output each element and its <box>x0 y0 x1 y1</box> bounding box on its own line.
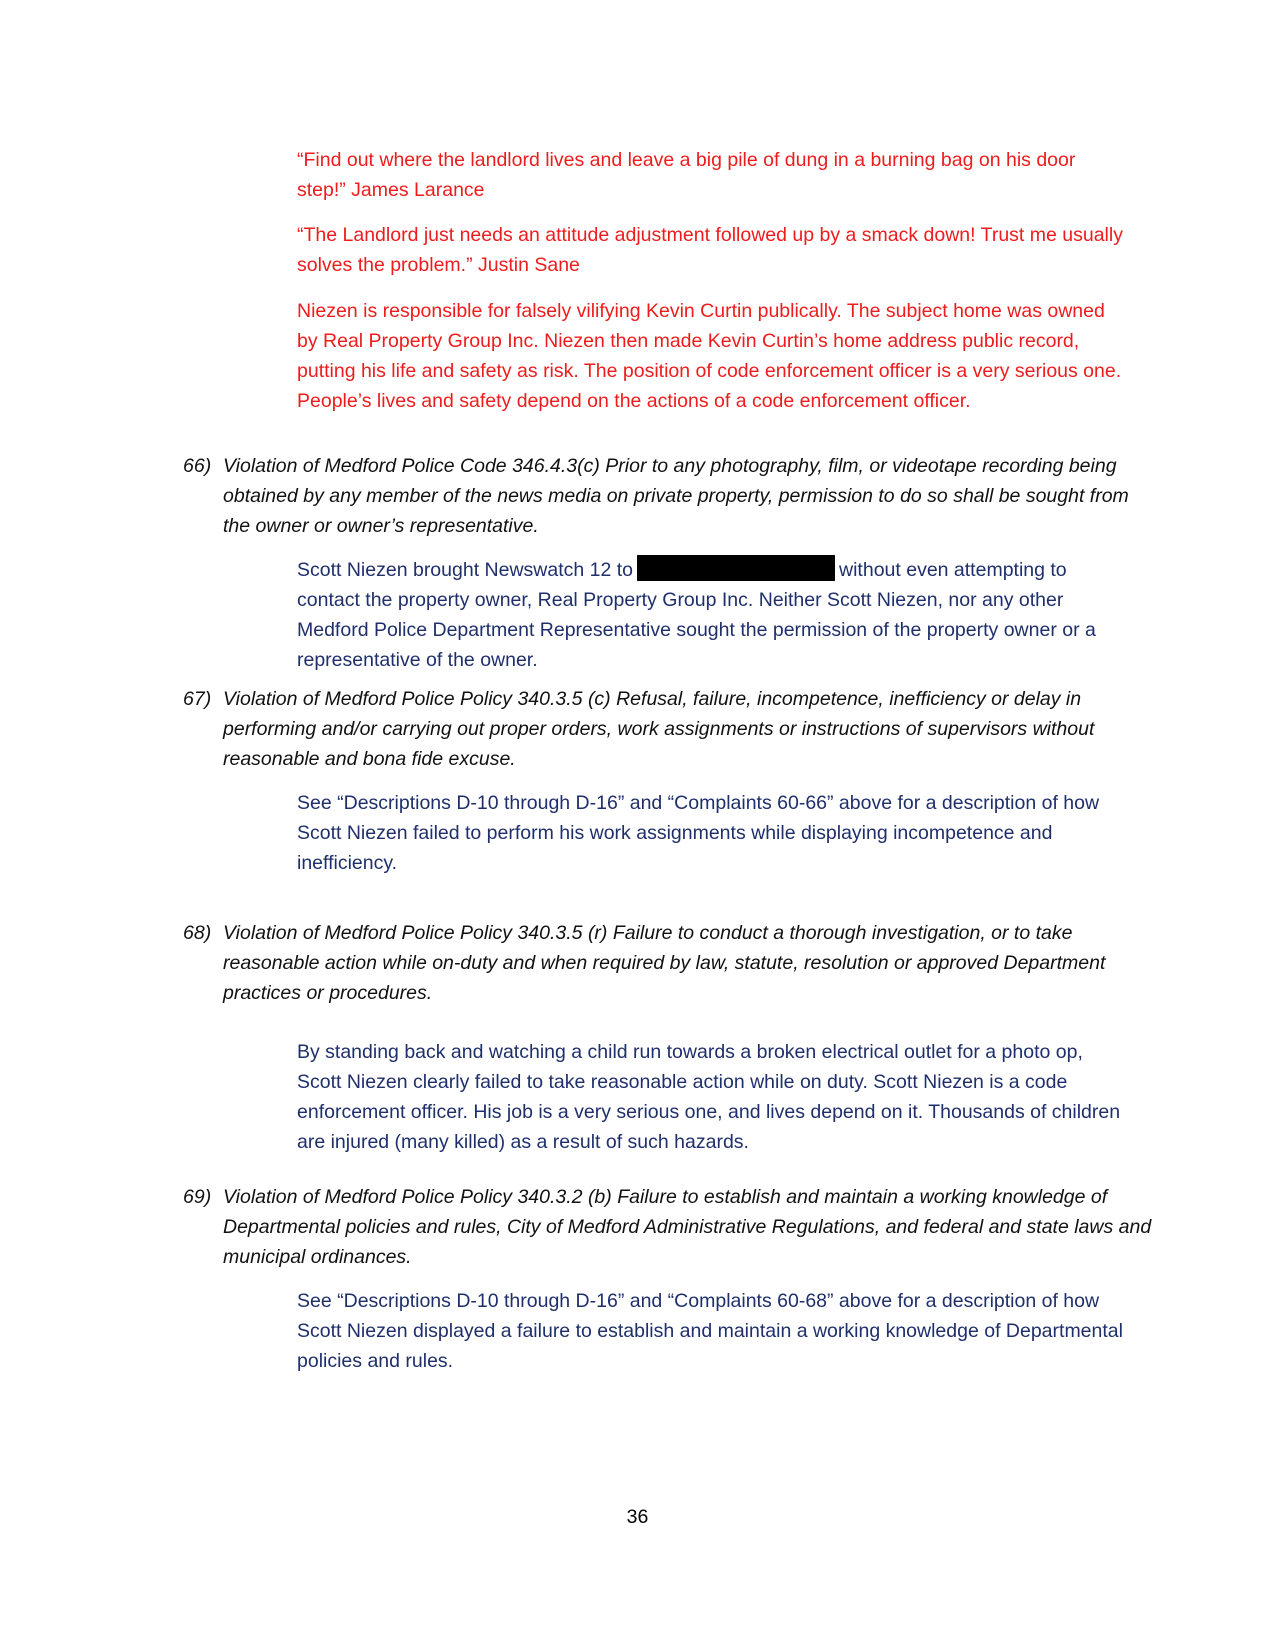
item-heading: Violation of Medford Police Policy 340.3.5 (c) Refusal, failure, incompetence, inefficiency or delay in performing and/or carrying out proper orders, work assignments or instructions of supervisors without reasonable and bona fide excuse. <box>223 688 1095 770</box>
complaint-response-66 <box>297 555 1127 675</box>
intro-paragraph: Niezen is responsible for falsely vilifying Kevin Curtin publically. The subject home was owned by Real Property Group Inc. Niezen then made Kevin Curtin’s home address public record, putting his life and safety as risk. The position of code enforcement officer is a very serious one. People’s lives and safety depend on the actions of a code enforcement officer. <box>297 300 1122 412</box>
item-number: 68) <box>183 922 212 944</box>
redacted-address-box <box>637 555 835 581</box>
item-heading: Violation of Medford Police Policy 340.3.2 (b) Failure to establish and maintain a working knowledge of Departmental policies and rules, City of Medford Administrative Regulations, and federal and state laws and municipal ordinances. <box>223 1186 1152 1268</box>
complaint-item-68 <box>183 918 1155 1008</box>
quote-justin-sane: “The Landlord just needs an attitude adjustment followed up by a smack down! Trust me usually solves the problem.” Justin Sane <box>297 224 1123 276</box>
item-heading: Violation of Medford Police Code 346.4.3(c) Prior to any photography, film, or videotape recording being obtained by any member of the news media on private property, permission to do so shall be sought from the owner or owner’s representative. <box>223 455 1129 537</box>
complaint-item-67 <box>183 684 1155 774</box>
complaint-item-66 <box>183 451 1155 541</box>
page-number: 36 <box>626 1506 649 1528</box>
complaint-response-67: See “Descriptions D-10 through D-16” and “Complaints 60-66” above for a description of how Scott Niezen failed to perform his work assignments while displaying incompetence and inefficiency. <box>297 792 1100 874</box>
response-text-after-redaction: without even attempting to contact the property owner, Real Property Group Inc. Neither Scott Niezen, nor any other Medford Police Department Representative sought the permission of the property owner or a representative of the owner. <box>297 559 1096 671</box>
item-heading: Violation of Medford Police Policy 340.3.5 (r) Failure to conduct a thorough investigation, or to take reasonable action while on-duty and when required by law, statute, resolution or approved Department practices or procedures. <box>223 922 1106 1004</box>
item-number: 66) <box>183 455 212 477</box>
complaint-response-69: See “Descriptions D-10 through D-16” and “Complaints 60-68” above for a description of how Scott Niezen displayed a failure to establish and maintain a working knowledge of Departmental policies and rules. <box>297 1290 1123 1372</box>
item-number: 69) <box>183 1186 212 1208</box>
complaint-response-68: By standing back and watching a child run towards a broken electrical outlet for a photo op, Scott Niezen clearly failed to take reasonable action while on duty. Scott Niezen is a code enforcement officer. His job is a very serious one, and lives depend on it. Thousands of children are injured (many killed) as a result of such hazards. <box>297 1041 1121 1153</box>
complaint-item-69 <box>183 1182 1155 1272</box>
item-number: 67) <box>183 688 212 710</box>
response-text-before-redaction: Scott Niezen brought Newswatch 12 to <box>297 559 634 581</box>
quote-james-larance: “Find out where the landlord lives and leave a big pile of dung in a burning bag on his door step!” James Larance <box>297 149 1076 201</box>
